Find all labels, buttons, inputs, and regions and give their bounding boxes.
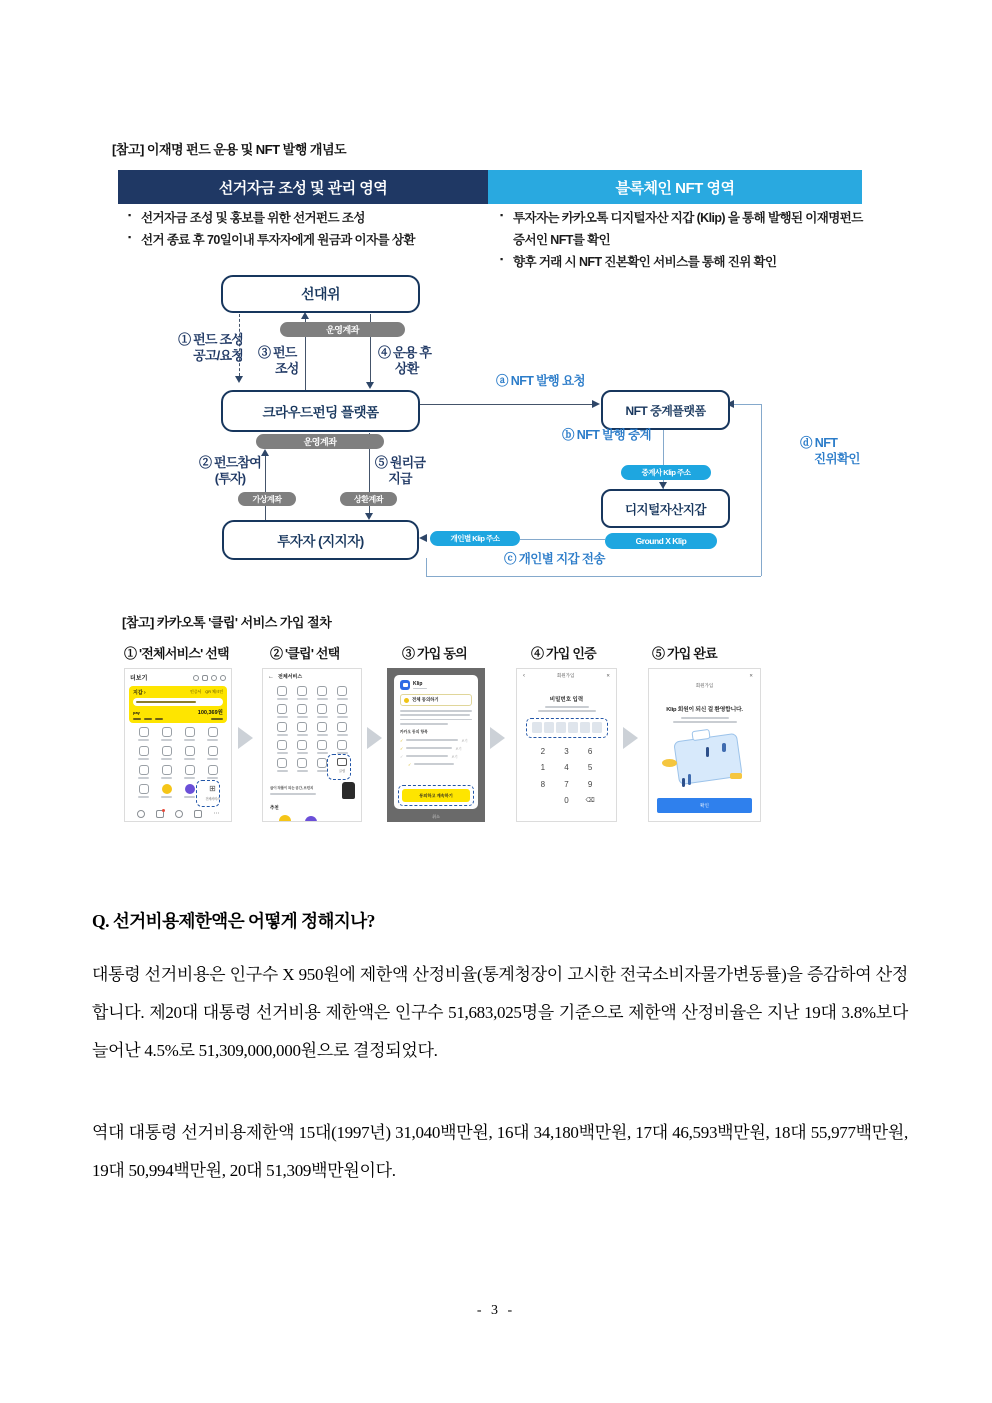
welcome-title: Klip 회원이 되신 걸 환영합니다. — [666, 707, 743, 713]
wallet-links — [190, 690, 223, 695]
recommend-label: 추천 — [270, 805, 279, 810]
illustration-bubble — [691, 728, 710, 740]
klip-subtitle-bar — [413, 688, 427, 690]
view-link: 보기 — [451, 754, 458, 759]
check-icon: ✓ — [400, 745, 404, 751]
node-investor: 투자자 (지지자) — [222, 520, 419, 560]
pill-personal-klip-address: 개인별 Klip 주소 — [430, 531, 520, 546]
service-icon-placeholder — [132, 746, 155, 760]
service-icon-placeholder — [332, 740, 352, 754]
nft-bullet-2: ▪ 향후 거래 시 NFT 진본확인 서비스를 통해 진위 확인 — [500, 252, 868, 274]
service-icon-placeholder — [272, 704, 292, 718]
all-services-grid — [272, 686, 352, 773]
header-nft-area: 블록체인 NFT 영역 — [488, 170, 862, 204]
arrowhead-step5 — [365, 513, 373, 520]
service-icon-placeholder — [312, 740, 332, 754]
back-icon: ‹ — [523, 673, 525, 679]
cert-link: 인증서 — [190, 690, 202, 694]
label-step3-line2: 조성 — [275, 360, 299, 376]
label-step2-line2: (투자) — [214, 470, 246, 486]
service-icon-placeholder — [155, 746, 178, 760]
agree-all-label: 전체 동의하기 — [412, 697, 439, 702]
header-funding-area: 선거자금 조성 및 관리 영역 — [118, 170, 488, 204]
agree-all-row — [400, 694, 472, 706]
flow-line-klip-address — [520, 539, 605, 540]
concept-section-title: [참고] 이재명 펀드 운용 및 NFT 발행 개념도 — [112, 142, 347, 157]
signup-title: 회원가입 — [695, 683, 714, 688]
shopping-icon — [156, 810, 164, 818]
service-icon-placeholder — [272, 722, 292, 736]
wallet-quick-row — [133, 718, 223, 720]
password-digit-box — [544, 722, 554, 733]
signup-step-4: ④ 가입 인증 — [531, 646, 596, 661]
key-4: 4 — [564, 763, 569, 773]
concept-header-bar — [118, 170, 862, 204]
phone-password — [516, 668, 617, 822]
service-icon-placeholder — [272, 686, 292, 700]
node-nft-platform: NFT 중계플랫폼 — [601, 390, 730, 430]
step-arrow-2 — [367, 727, 382, 749]
klip-label: 클립 — [338, 769, 346, 773]
all-services-highlight-box — [196, 780, 220, 807]
nft-bullet-1: ▪ 투자자는 카카오톡 디지털자산 지갑 (Klip) 을 통해 발행된 이재명펀드 증서인 NFT를 확인 — [500, 208, 868, 252]
consent-highlight-box — [398, 785, 474, 806]
arrowhead-to-investor — [419, 534, 427, 542]
klip-app-name: Klip — [413, 680, 423, 687]
profile-icon — [137, 810, 145, 818]
flow-line-nft-d-seg4 — [733, 404, 761, 405]
phone-complete — [648, 668, 761, 822]
label-nft-b: ⓑ NFT 발행 중계 — [562, 428, 651, 442]
view-link: 보기 — [455, 746, 462, 751]
service-icon-placeholder — [132, 784, 155, 801]
label-nft-d-line1: ⓓ NFT — [800, 436, 838, 450]
agree-all-check-icon — [404, 698, 409, 703]
service-icon-placeholder — [272, 740, 292, 754]
label-step1-line2: 공고/요청 — [193, 347, 243, 363]
arrowhead-nft-a — [592, 400, 600, 408]
signup-step-2: ② '클립' 선택 — [270, 646, 340, 661]
signup-step-1: ① '전체서비스' 선택 — [124, 646, 229, 661]
quick-item-bar — [133, 718, 141, 720]
search-icon — [193, 675, 199, 681]
service-icon-placeholder — [132, 727, 155, 741]
label-nft-d-line2: 진위확인 — [814, 451, 860, 466]
service-icon-placeholder — [312, 722, 332, 736]
password-title: 비밀번호 입력 — [549, 697, 584, 703]
phone-kakaotalk-more — [124, 668, 232, 822]
arrowhead-nft-b — [659, 482, 667, 489]
flow-line-nft-d-seg1 — [426, 558, 427, 576]
pay-label: pay — [133, 709, 140, 715]
brunch-banner-sub-bar — [270, 793, 316, 795]
backspace-key: ⌫ — [585, 797, 595, 805]
more-dots-icon: ⋯ — [213, 811, 220, 817]
service-icon-placeholder — [155, 727, 178, 741]
password-digit-box — [532, 722, 542, 733]
service-icon-placeholder — [272, 758, 292, 773]
signup-step-5: ⑤ 가입 완료 — [652, 646, 717, 661]
flow-line-nft-d-seg2 — [426, 576, 761, 577]
service-icon-placeholder — [292, 758, 312, 773]
label-step3 — [258, 345, 299, 376]
label-nft-c: ⓒ 개인별 지갑 전송 — [504, 552, 605, 566]
welcome-illustration — [662, 733, 748, 787]
node-election-committee: 선대위 — [221, 275, 420, 313]
key-6: 6 — [587, 746, 593, 756]
label-step4 — [378, 345, 431, 376]
recommend-item-1 — [279, 815, 291, 822]
answer-paragraph-2: 역대 대통령 선거비용제한액 15대(1997년) 31,040백만원, 16대 34,180백만원, 17대 46,593백만원, 18대 55,977백만원, 19대 50,994백만원, 20대 51,309백만원이다. — [92, 1123, 908, 1180]
illustration-person — [706, 747, 710, 757]
step-arrow-1 — [238, 727, 253, 749]
password-digit-box — [592, 722, 602, 733]
key-blank — [531, 796, 555, 805]
question-heading: Q. 선거비용제한액은 어떻게 정해지나? — [92, 911, 375, 931]
service-icon-placeholder — [312, 704, 332, 718]
label-step1 — [163, 332, 243, 363]
terms-rows — [400, 738, 472, 767]
fund-nft-diagram — [110, 270, 892, 602]
service-icon-placeholder — [292, 722, 312, 736]
brunch-banner — [270, 786, 332, 795]
phone-consent — [387, 668, 485, 822]
service-icon-placeholder — [201, 746, 224, 760]
terms-paragraph-bars — [400, 710, 472, 725]
pill-ground-x-klip: Ground X Klip — [605, 533, 717, 549]
key-5: 5 — [587, 763, 593, 773]
service-icon-placeholder — [332, 686, 352, 700]
pill-virtual-account: 가상계좌 — [238, 492, 296, 506]
service-icon-placeholder — [292, 740, 312, 754]
character-illustration — [342, 782, 355, 799]
password-digit-box — [556, 722, 566, 733]
check-icon: ✓ — [408, 761, 412, 767]
arrowhead-step3 — [301, 312, 309, 319]
funding-bullet-2: ▪ 선거 종료 후 70일이내 투자자에게 원금과 이자를 상환 — [128, 230, 490, 252]
confirm-button: 확인 — [657, 798, 752, 813]
keypad — [517, 747, 616, 806]
pay-amount: 100,369원 — [197, 710, 223, 716]
close-icon: ✕ — [749, 673, 753, 678]
node-crowdfunding-platform: 크라우드펀딩 플랫폼 — [221, 390, 420, 432]
service-icon-placeholder — [132, 765, 155, 779]
service-icon-placeholder — [292, 686, 312, 700]
welcome-sub-bars — [649, 717, 760, 723]
terms-section-title: 카카오 동의 항목 — [400, 729, 428, 734]
service-icon-placeholder — [201, 727, 224, 741]
step-arrow-4 — [623, 727, 638, 749]
all-services-icon: ⊞ — [209, 784, 216, 793]
klip-highlight-box — [327, 754, 351, 780]
service-icon-placeholder — [155, 765, 178, 779]
key-0: 0 — [564, 796, 569, 806]
illustration-person — [682, 778, 686, 787]
consent-button-wrap — [402, 789, 470, 802]
signup-section-title: [참고] 카카오톡 '클립' 서비스 가입 절차 — [122, 615, 332, 630]
service-icon-placeholder — [332, 704, 352, 718]
label-nft-a: ⓐ NFT 발행 요청 — [496, 374, 585, 388]
badge-dot — [162, 809, 165, 812]
service-icon-placeholder — [178, 746, 201, 760]
illustration-yellow-card — [730, 773, 742, 779]
label-step2-line1: ② 펀드참여 — [198, 455, 262, 470]
label-nft-d — [800, 436, 860, 467]
node-digital-wallet: 디지털자산지갑 — [601, 489, 730, 528]
view-link: 보기 — [461, 738, 468, 743]
illustration-yellow-shape — [662, 759, 677, 767]
password-help-bars — [517, 706, 616, 712]
page-number: - 3 - — [476, 1303, 516, 1318]
pill-operating-account-1: 운영계좌 — [280, 322, 405, 337]
password-input-highlight — [526, 718, 608, 738]
melon-icon — [155, 784, 178, 801]
arrowhead-step1 — [235, 376, 243, 383]
service-icon-placeholder — [332, 722, 352, 736]
more-header-icons — [193, 675, 226, 681]
password-digit-box — [580, 722, 590, 733]
service-icon-placeholder — [201, 765, 224, 779]
quick-item-bar — [144, 718, 152, 720]
close-icon: ✕ — [606, 673, 610, 678]
check-icon: ✓ — [400, 753, 404, 759]
settings-icon — [220, 675, 226, 681]
kakao-wallet-panel — [129, 686, 227, 723]
label-step1-line1: ① 펀드 조성 — [178, 332, 243, 347]
klip-signup-section — [110, 610, 892, 840]
nft-bullets — [500, 208, 868, 274]
all-services-cell — [201, 784, 224, 801]
label-step4-line2: 상환 — [395, 360, 419, 376]
pill-broker-klip-address: 중계사 Klip 주소 — [621, 465, 711, 480]
signup-title: 회원가입 — [556, 673, 575, 678]
label-step5-line2: 지급 — [388, 470, 412, 486]
pill-operating-account-2: 운영계좌 — [256, 434, 384, 449]
recommend-item-2 — [305, 816, 317, 822]
phone-all-services — [262, 668, 362, 822]
consent-modal — [394, 675, 478, 809]
all-services-label: 전체서비스 — [205, 797, 220, 801]
key-9: 9 — [587, 779, 593, 789]
quick-item-bar — [155, 718, 163, 720]
history-bar — [211, 718, 223, 720]
apps-icon — [175, 810, 183, 818]
back-arrow-icon: ← — [268, 673, 274, 680]
qr-checkin-link: QR 체크인 — [205, 690, 223, 694]
wallet-label: 지갑 › — [133, 690, 146, 696]
key-1: 1 — [540, 763, 546, 773]
funding-bullets — [128, 208, 490, 252]
illustration-person — [722, 743, 726, 752]
illustration-person — [688, 774, 692, 785]
service-icon-placeholder — [312, 686, 332, 700]
arrowhead-step4 — [366, 382, 374, 389]
music-icon — [211, 675, 217, 681]
label-step4-line1: ④ 운용 후 — [378, 345, 432, 360]
label-step5-line1: ⑤ 원리금 — [374, 455, 426, 470]
signup-step-3: ③ 가입 동의 — [402, 646, 467, 661]
check-icon: ✓ — [400, 737, 404, 743]
flow-line-nft-a — [416, 404, 592, 405]
password-digit-box — [568, 722, 578, 733]
wallet-banner-text-bar — [136, 701, 196, 703]
label-step5 — [363, 455, 437, 486]
label-step3-line1: ③ 펀드 — [258, 345, 297, 360]
services-grid — [132, 727, 224, 801]
answer-paragraph-1: 대통령 선거비용은 인구수 X 950원에 제한액 산정비율(통계청장이 고시한 전국소비자물가변동률)을 증감하여 산정합니다. 제20대 대통령 선거비용 제한액은 인구수 51,683,025명을 기준으로 제한액 산정비율은 지난 19대 3.8%보다 늘어난 4.5%로 51,309,000,000원으로 결정되었다. — [92, 965, 908, 1060]
more-tab-title: 더보기 — [130, 676, 148, 682]
pill-repayment-account: 상환계좌 — [340, 492, 397, 506]
klip-cell — [332, 758, 352, 773]
key-8: 8 — [540, 779, 546, 789]
key-2: 2 — [540, 746, 546, 756]
klip-logo — [400, 680, 410, 690]
cart-icon — [194, 810, 202, 818]
brunch-banner-text: 글이 작품이 되는 공간, 브런치 — [270, 786, 314, 790]
funding-bullet-1: ▪ 선거자금 조성 및 홍보를 위한 선거펀드 조성 — [128, 208, 490, 230]
cancel-label: 취소 — [432, 814, 440, 819]
wallet-banner — [133, 698, 223, 706]
agree-continue-button: 동의하고 계속하기 — [402, 789, 470, 802]
all-services-title: 전체서비스 — [278, 674, 303, 680]
key-3: 3 — [564, 746, 569, 756]
scan-icon — [202, 675, 208, 681]
flow-line-nft-d-seg3 — [761, 404, 762, 576]
label-step2 — [188, 455, 272, 486]
service-icon-placeholder — [178, 727, 201, 741]
bottom-nav — [125, 810, 231, 818]
key-7: 7 — [564, 779, 569, 789]
service-icon-placeholder — [292, 704, 312, 718]
service-icon-placeholder — [178, 765, 201, 779]
step-arrow-3 — [490, 727, 505, 749]
